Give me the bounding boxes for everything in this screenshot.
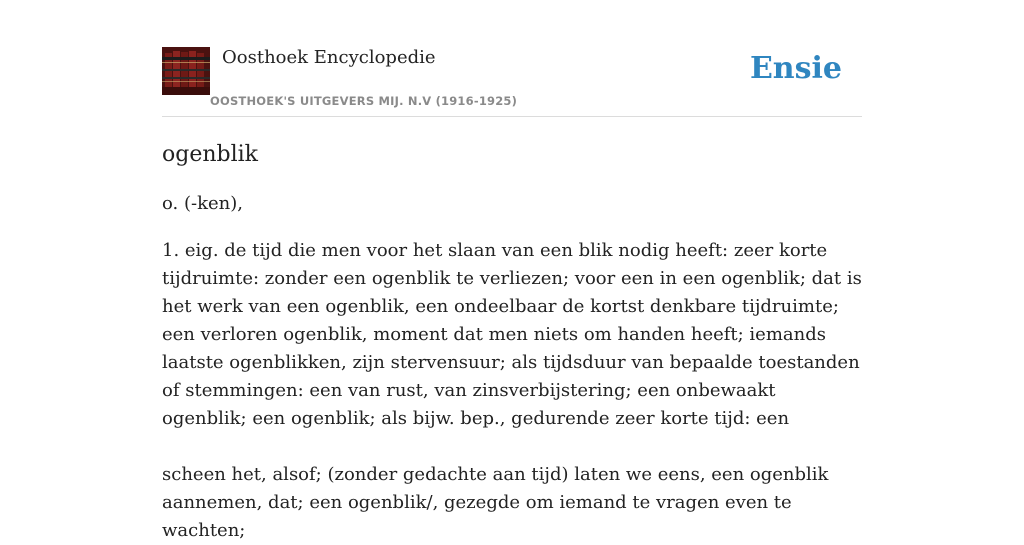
grammar-note: o. (-ken), xyxy=(162,193,243,214)
definition-paragraph-1: 1. eig. de tijd die men voor het slaan van een blik nodig heeft: zeer korte tijdruimte: zonder een ogenblik te verliezen; voor een in een ogenblik; dat is het werk van een ogenblik, een ondeelbaar de kortst denkbare tijdruimte; een verloren ogenblik, moment dat men niets om handen heeft; iemands laatste ogenblikken, zijn stervensuur; als tijdsduur van bepaalde toestanden of stemmingen: een van rust, van zinsverbijstering; een onbewaakt ogenblik; een ogenblik; als bijw. bep., gedurende zeer korte tijd: een xyxy=(162,240,862,429)
ensie-brand-link[interactable]: Ensie xyxy=(749,51,842,86)
encyclopedia-books-logo[interactable] xyxy=(162,47,210,95)
article-content xyxy=(162,138,862,545)
definition-paragraph-2: scheen het, alsof; (zonder gedachte aan tijd) laten we eens, een ogenblik aannemen, dat; een ogenblik/, gezegde om iemand te vragen even te wachten; xyxy=(162,464,829,541)
books-icon xyxy=(162,47,210,95)
site-header xyxy=(162,46,862,117)
site-subtitle: OOSTHOEK'S UITGEVERS MIJ. N.V (1916-1925) xyxy=(210,94,518,108)
entry-title: ogenblik xyxy=(162,142,259,167)
site-title[interactable]: Oosthoek Encyclopedie xyxy=(222,47,436,68)
